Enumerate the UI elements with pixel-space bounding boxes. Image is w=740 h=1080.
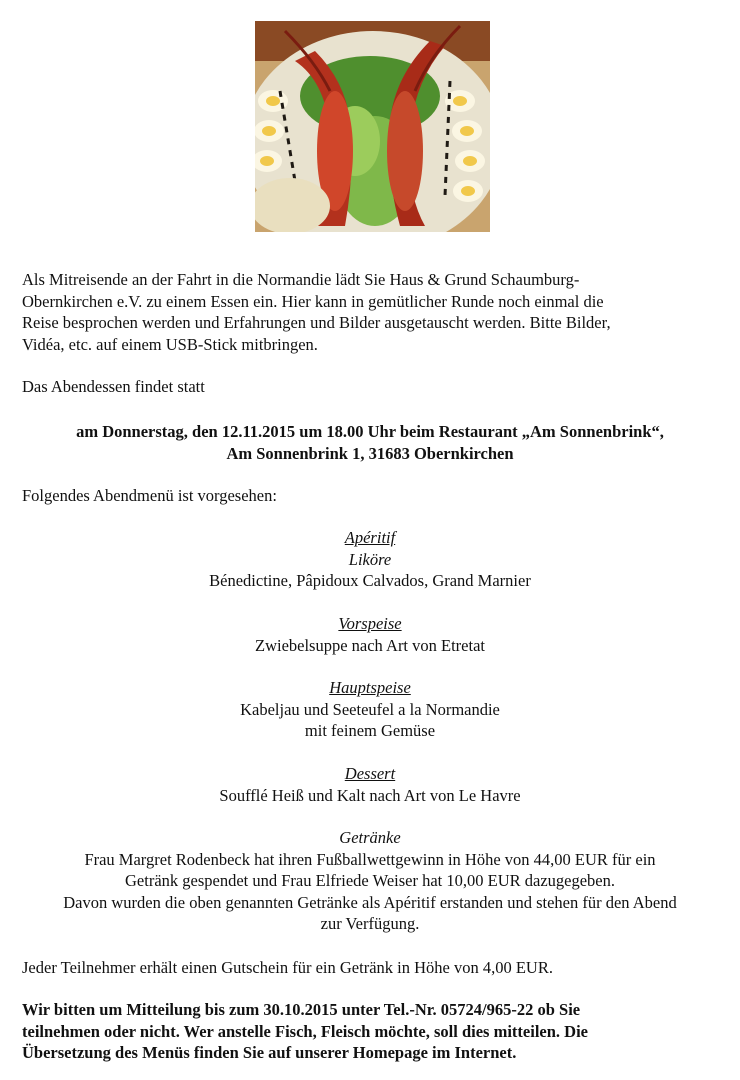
course-title: Dessert [344, 764, 396, 783]
voucher-note: Jeder Teilnehmer erhält einen Gutschein für ein Getränk in Höhe von 4,00 EUR. [22, 958, 553, 977]
lobster-platter-photo [255, 21, 490, 232]
notice-line: Übersetzung des Menüs finden Sie auf unserer Homepage im Internet. [22, 1043, 517, 1062]
menu-intro: Folgendes Abendmenü ist vorgesehen: [22, 486, 277, 505]
intro-line: Reise besprochen werden und Erfahrungen und Bilder ausgetauscht werden. Bitte Bilder, [22, 313, 611, 332]
course-hauptspeise [0, 677, 740, 742]
course-title: Getränke [339, 828, 401, 847]
course-title: Hauptspeise [329, 678, 411, 697]
event-address: Am Sonnenbrink 1, 31683 Obernkirchen [226, 443, 514, 463]
course-item: Kabeljau und Seeteufel a la Normandie [240, 699, 500, 719]
dinner-announcement: Das Abendessen findet statt [22, 377, 205, 396]
event-date-venue: am Donnerstag, den 12.11.2015 um 18.00 Uhr beim Restaurant „Am Sonnenbrink“, [76, 422, 664, 441]
course-item: Bénedictine, Pâpidoux Calvados, Grand Marnier [209, 571, 531, 590]
event-details [0, 421, 740, 464]
intro-line: Als Mitreisende an der Fahrt in die Normandie lädt Sie Haus & Grund Schaumburg- [22, 270, 580, 289]
intro-line: Vidéa, etc. auf einem USB-Stick mitbringen. [22, 334, 318, 354]
course-getraenke [0, 827, 740, 935]
getraenke-line: Getränk gespendet und Frau Elfriede Weiser hat 10,00 EUR dazugegeben. [125, 871, 615, 890]
course-vorspeise [0, 613, 740, 656]
notice-line: Wir bitten um Mitteilung bis zum 30.10.2015 unter Tel.-Nr. 05724/965-22 ob Sie [22, 1000, 581, 1019]
notice-line: teilnehmen oder nicht. Wer anstelle Fisch, Fleisch möchte, soll dies mitteilen. Die [22, 1021, 588, 1041]
course-item: Soufflé Heiß und Kalt nach Art von Le Havre [219, 785, 521, 805]
course-title: Apéritif [344, 528, 396, 547]
getraenke-line: Frau Margret Rodenbeck hat ihren Fußballwettgewinn in Höhe von 44,00 EUR für ein [84, 849, 656, 869]
getraenke-line: zur Verfügung. [320, 914, 420, 933]
intro-paragraph [22, 269, 722, 355]
course-item: mit feinem Gemüse [304, 721, 436, 740]
course-aperitif [0, 527, 740, 592]
rsvp-notice [22, 999, 722, 1064]
course-title: Vorspeise [338, 614, 402, 633]
course-subtitle: Liköre [348, 549, 392, 569]
intro-line: Obernkirchen e.V. zu einem Essen ein. Hier kann in gemütlicher Runde noch einmal die [22, 291, 604, 311]
course-item: Zwiebelsuppe nach Art von Etretat [254, 635, 485, 655]
getraenke-line: Davon wurden die oben genannten Getränke als Apéritif erstanden und stehen für den Abend [63, 892, 677, 912]
course-dessert [0, 763, 740, 806]
